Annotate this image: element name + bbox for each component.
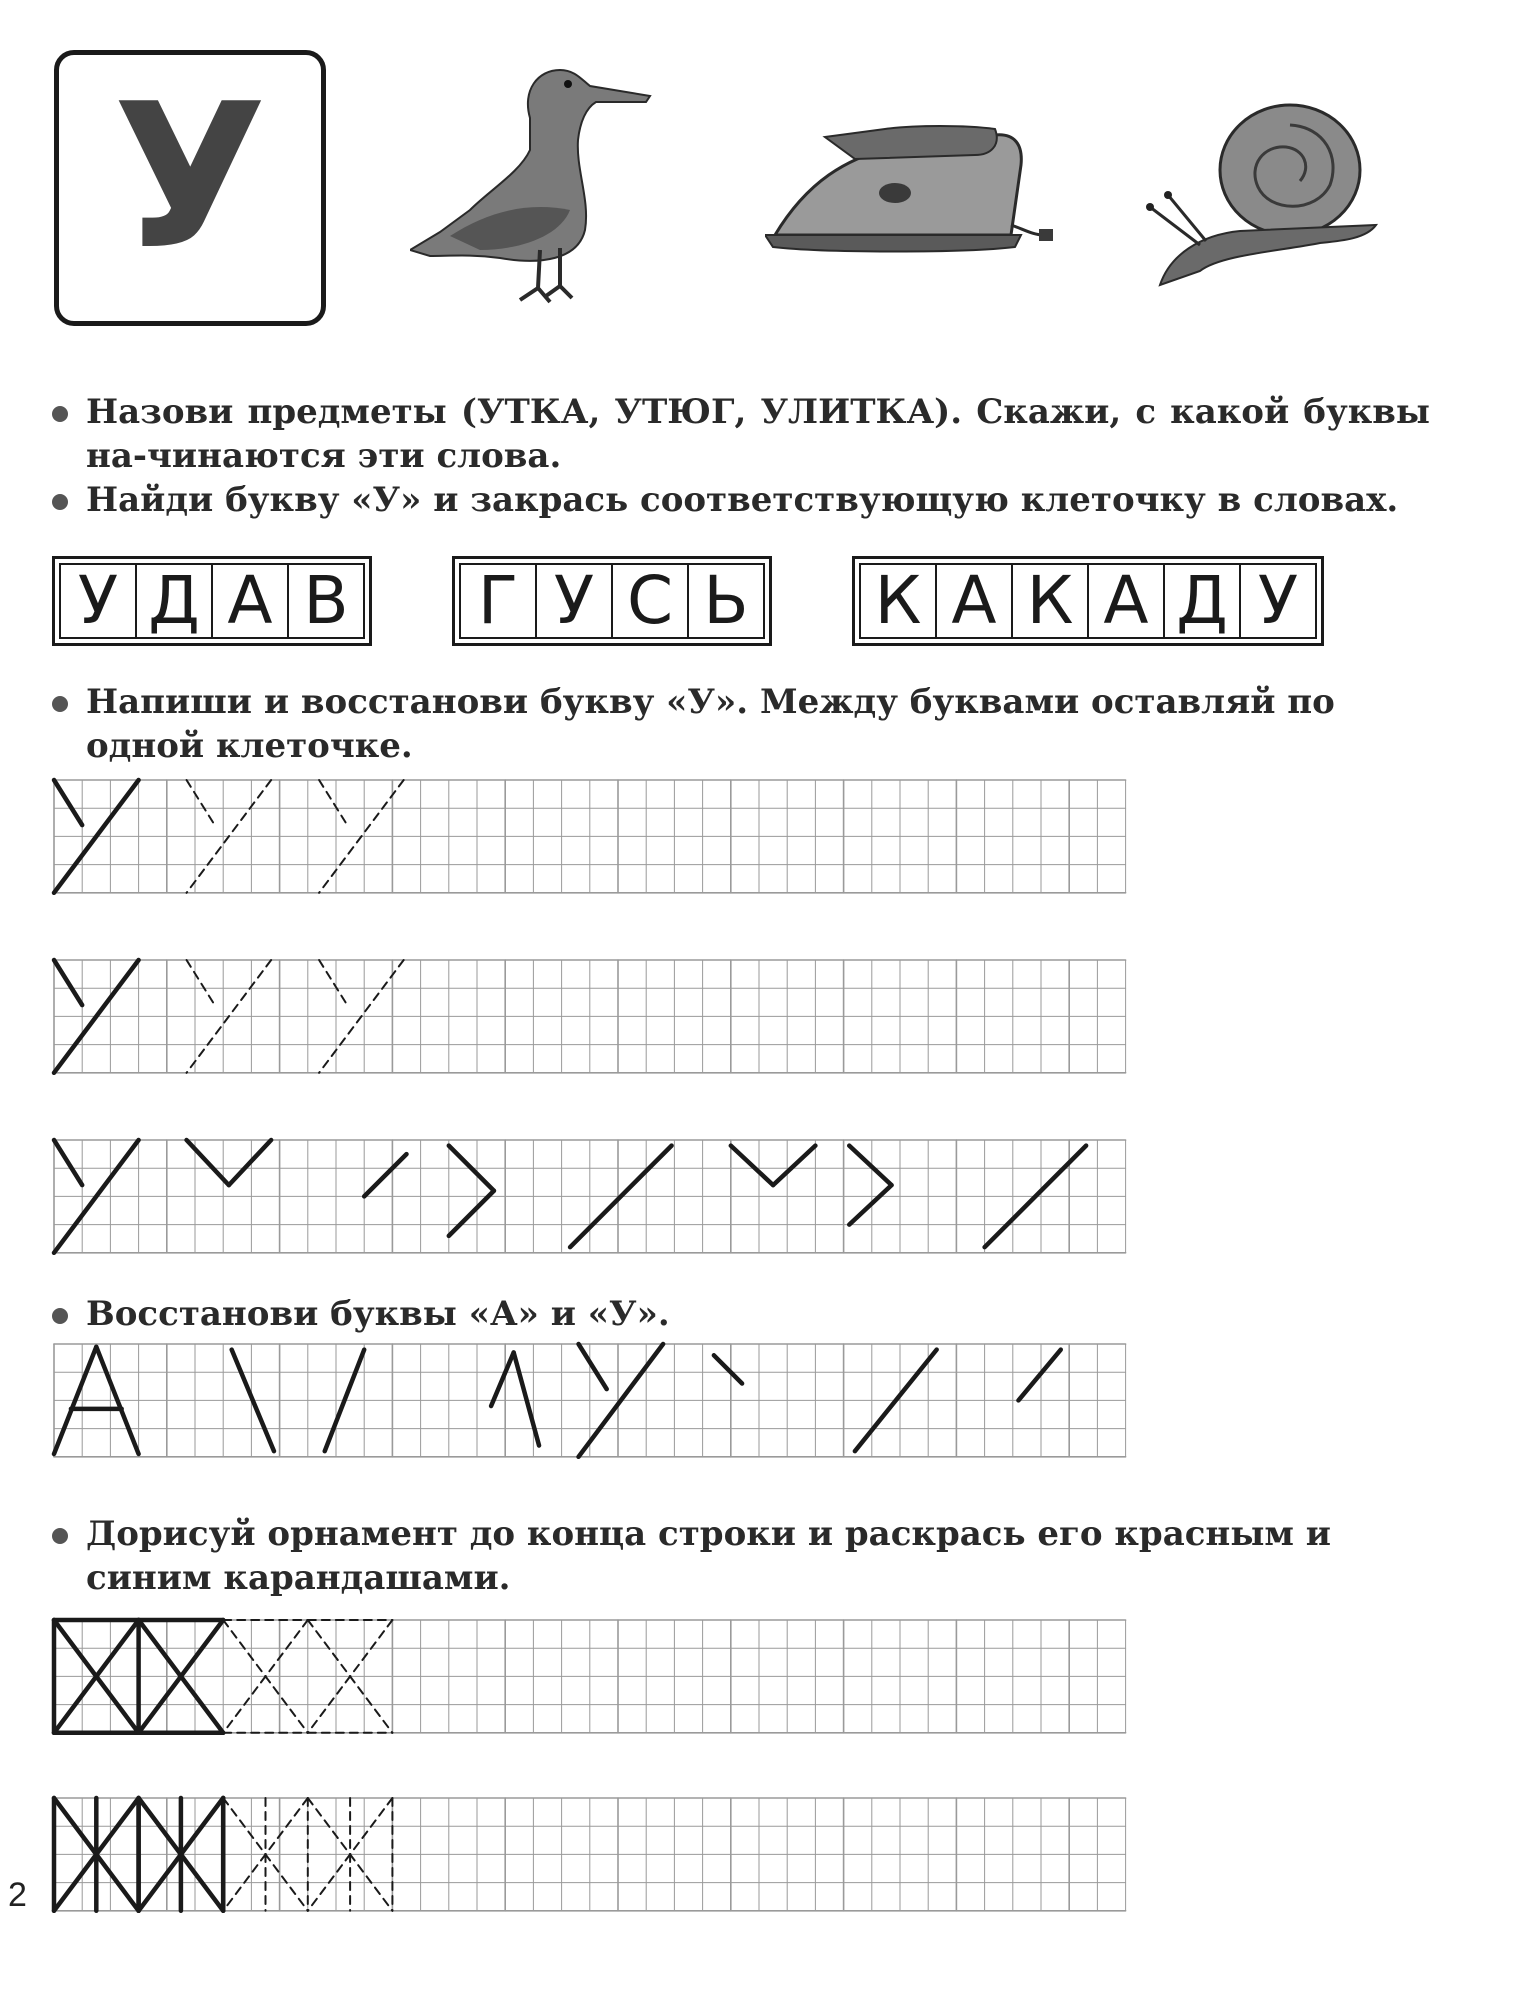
letter-u-stroke <box>187 780 215 825</box>
word-letter-cell[interactable]: У <box>59 563 137 639</box>
fragment-stroke <box>849 1185 891 1224</box>
letter-u-stroke <box>54 1140 82 1185</box>
word-letter-cell[interactable]: Ь <box>687 563 765 639</box>
fragment-stroke <box>731 1146 773 1185</box>
letter-u-stroke <box>319 780 347 825</box>
word-letter-cell[interactable]: К <box>1011 563 1089 639</box>
letter-u-stroke <box>187 960 215 1005</box>
letter-u-stroke <box>579 1344 607 1389</box>
fragment-stroke <box>514 1352 539 1445</box>
fragment-stroke <box>491 1352 514 1406</box>
word-letter-cell[interactable]: А <box>935 563 1013 639</box>
word-letter-cell[interactable]: Д <box>135 563 213 639</box>
letter-u-stroke <box>54 960 82 1005</box>
page-number: 2 <box>8 1876 27 1914</box>
word-letter-cell[interactable]: А <box>211 563 289 639</box>
fragment-stroke <box>849 1146 891 1185</box>
instruction-restore-letters: Восстанови буквы «А» и «У». <box>50 1292 1450 1336</box>
instruction-name-objects: Назови предметы (УТКА, УТЮГ, УЛИТКА). Скажи, с какой буквы на-чинаются эти слова. <box>50 390 1430 478</box>
word-letter-cell[interactable]: Д <box>1163 563 1241 639</box>
fragment-stroke <box>229 1140 271 1185</box>
letter-u-stroke <box>54 780 82 825</box>
word-letter-cell[interactable]: У <box>1239 563 1317 639</box>
word-letter-cell[interactable]: К <box>859 563 937 639</box>
fragment-stroke <box>449 1191 494 1236</box>
word-letter-cell[interactable]: Г <box>459 563 537 639</box>
word-letter-cell[interactable]: У <box>535 563 613 639</box>
fragment-stroke <box>187 1140 229 1185</box>
instruction-write-letter: Напиши и восстанови букву «У». Между буквами оставляй по одной клеточке. <box>50 680 1410 768</box>
word-letter-cell[interactable]: А <box>1087 563 1165 639</box>
letter-u-stroke <box>319 960 347 1005</box>
instruction-ornament: Дорисуй орнамент до конца строки и раскрась его красным и синим карандашами. <box>50 1512 1430 1600</box>
instruction-find-letter: Найди букву «У» и закрась соответствующую клеточку в словах. <box>50 478 1450 522</box>
word-letter-cell[interactable]: С <box>611 563 689 639</box>
main-letter: У <box>112 61 268 294</box>
word-letter-cell[interactable]: В <box>287 563 365 639</box>
fragment-stroke <box>1018 1350 1060 1401</box>
fragment-stroke <box>364 1154 406 1196</box>
fragment-stroke <box>714 1355 742 1383</box>
fragment-stroke <box>773 1146 815 1185</box>
